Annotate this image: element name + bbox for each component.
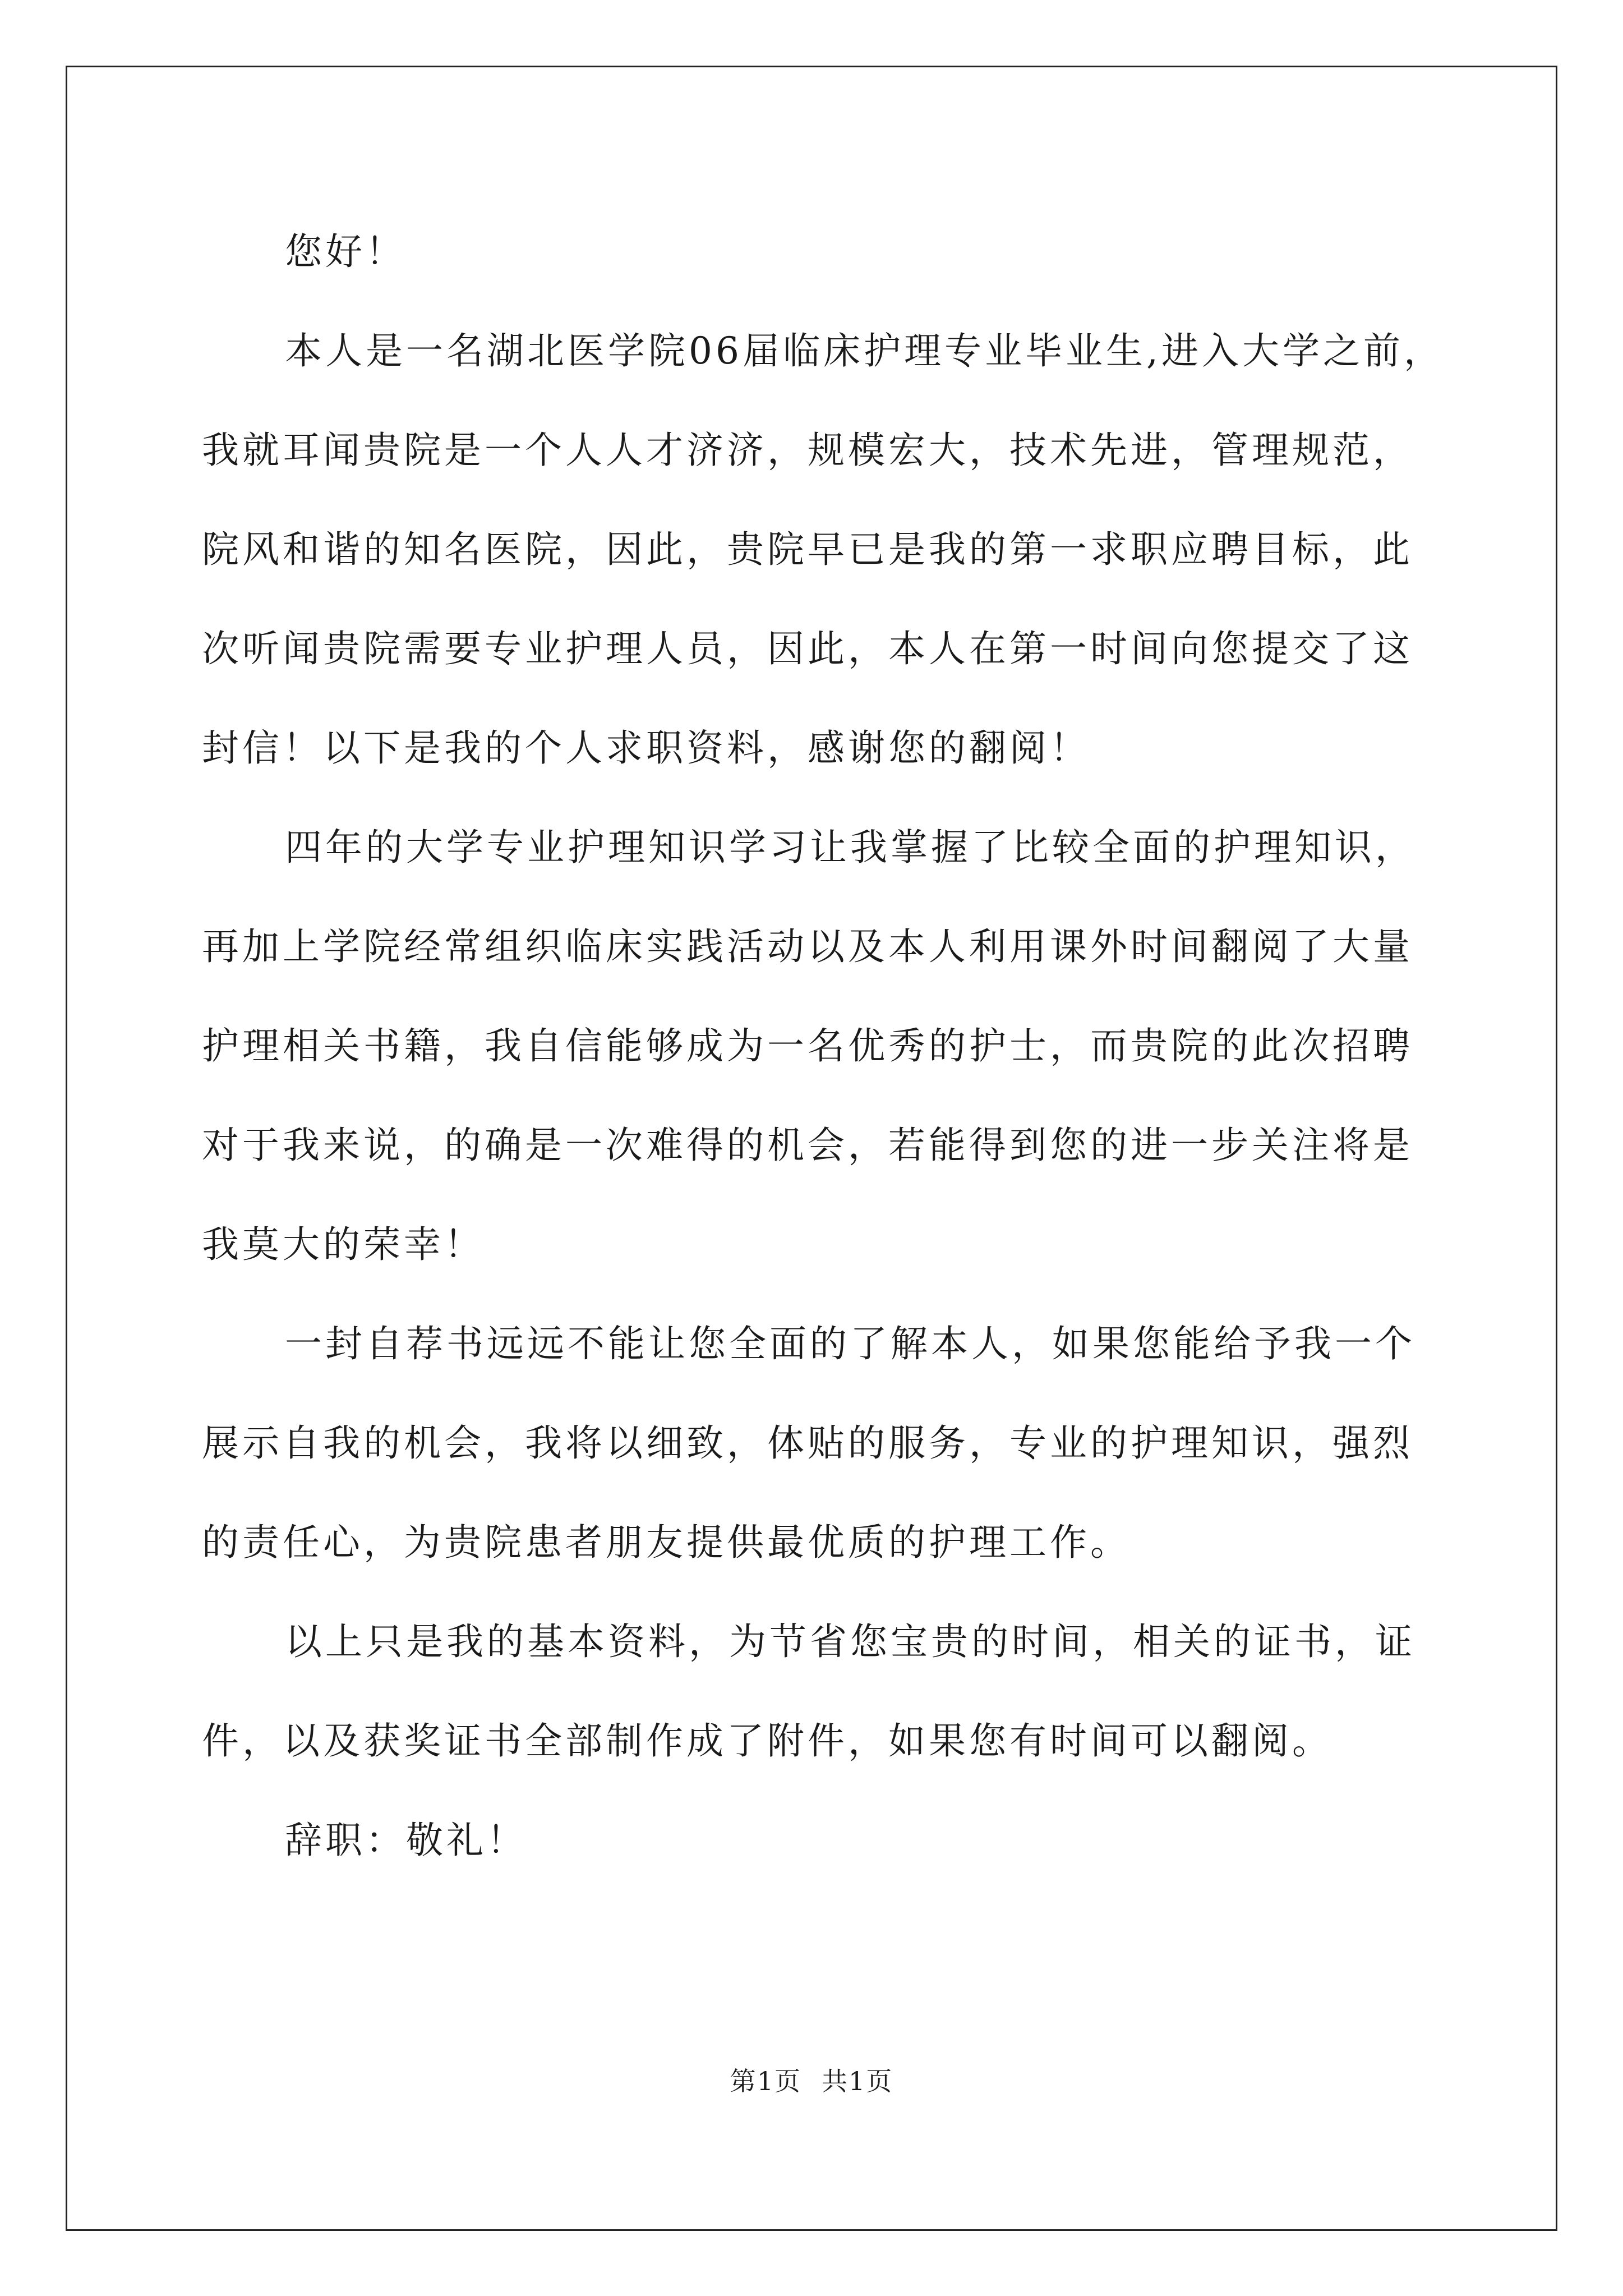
greeting: 您好！ [285,230,406,273]
page-number: 第1页 [730,2066,801,2096]
paragraph-line: 四年的大学专业护理知识学习让我掌握了比较全面的护理知识， [285,826,1415,869]
paragraph-line: 的责任心，为贵院患者朋友提供最优质的护理工作。 [202,1521,1131,1564]
paragraph-line: 次听闻贵院需要专业护理人员，因此，本人在第一时间向您提交了这 [202,627,1413,670]
paragraph-4 [202,1592,1486,1791]
paragraph-1 [202,301,1486,798]
paragraph-line: 再加上学院经常组织临床实践活动以及本人利用课外时间翻阅了大量 [202,925,1413,968]
letter-body [202,202,1486,1890]
paragraph-line: 我就耳闻贵院是一个人人才济济，规模宏大，技术先进，管理规范， [202,429,1413,472]
paragraph-line: 护理相关书籍，我自信能够成为一名优秀的护士，而贵院的此次招聘 [202,1024,1413,1068]
paragraph-line: 件，以及获奖证书全部制作成了附件，如果您有时间可以翻阅。 [202,1719,1332,1763]
paragraph-line: 一封自荐书远远不能让您全面的了解本人，如果您能给予我一个 [285,1322,1415,1365]
page-total: 共1页 [822,2066,893,2096]
paragraph-line: 以上只是我的基本资料，为节省您宝贵的时间，相关的证书，证 [285,1620,1415,1663]
page-footer [0,2064,1623,2098]
paragraph-line: 院风和谐的知名医院，因此，贵院早已是我的第一求职应聘目标，此 [202,528,1413,571]
paragraph-line: 本人是一名湖北医学院06届临床护理专业毕业生,进入大学之前， [285,329,1444,372]
paragraph-line: 我莫大的荣幸！ [202,1223,485,1266]
paragraph-line: 展示自我的机会，我将以细致，体贴的服务，专业的护理知识，强烈 [202,1421,1413,1465]
paragraph-line: 对于我来说，的确是一次难得的机会，若能得到您的进一步关注将是 [202,1124,1413,1167]
paragraph-line: 封信！以下是我的个人求职资料，感谢您的翻阅！ [202,726,1090,770]
paragraph-3 [202,1294,1486,1592]
closing: 辞职：敬礼！ [285,1819,527,1862]
paragraph-2 [202,798,1486,1294]
